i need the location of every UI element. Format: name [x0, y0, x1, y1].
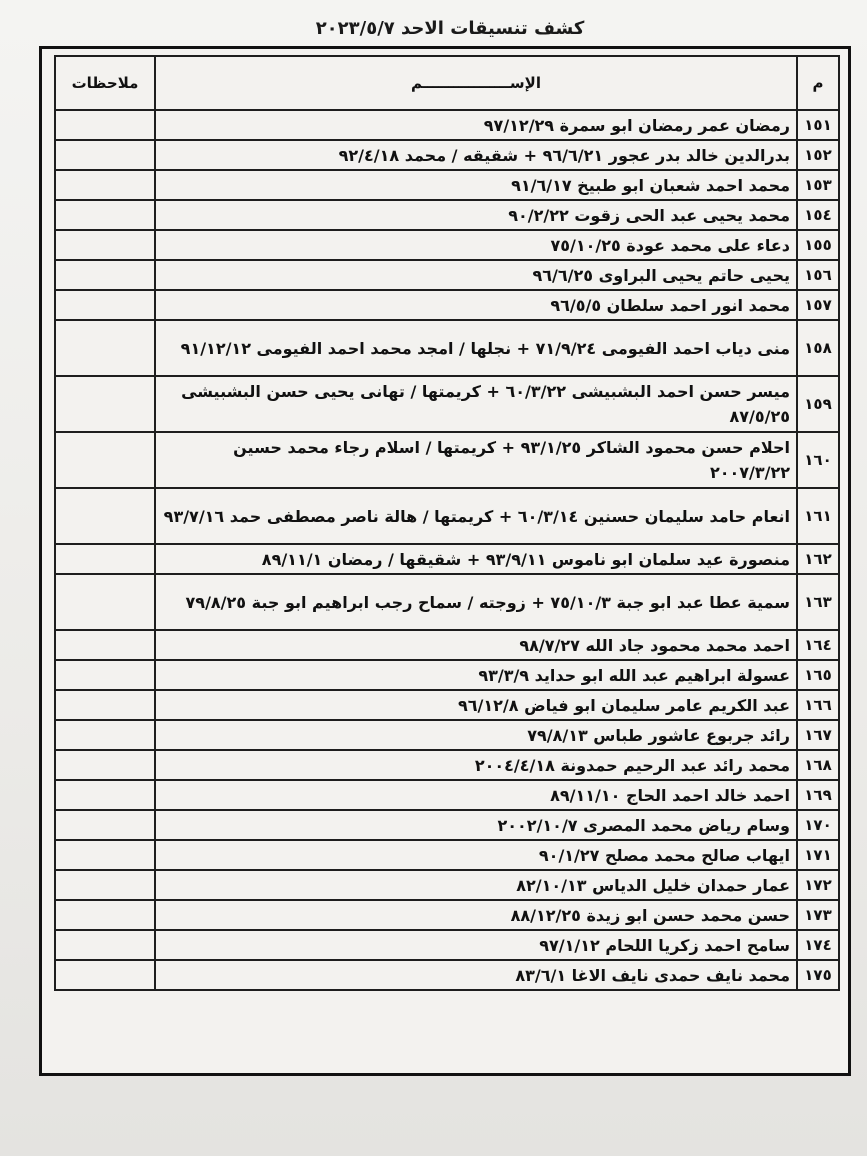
- row-note: [55, 660, 155, 690]
- header-number: م: [797, 56, 839, 110]
- row-note: [55, 930, 155, 960]
- row-note: [55, 200, 155, 230]
- row-note: [55, 840, 155, 870]
- table-row: [55, 488, 839, 544]
- row-number: ١٧٤: [797, 930, 839, 960]
- row-number: ١٦٤: [797, 630, 839, 660]
- row-note: [55, 690, 155, 720]
- header-notes: ملاحظات: [55, 56, 155, 110]
- row-note: [55, 260, 155, 290]
- row-name: انعام حامد سليمان حسنين ٦٠/٣/١٤ + كريمتها / هالة ناصر مصطفى حمد ٩٣/٧/١٦: [155, 488, 797, 544]
- row-number: ١٥٦: [797, 260, 839, 290]
- row-name: ايهاب صالح محمد مصلح ٩٠/١/٢٧: [155, 840, 797, 870]
- table-row: [55, 574, 839, 630]
- table-row: [55, 290, 839, 320]
- table-row: [55, 660, 839, 690]
- table-row: [55, 110, 839, 140]
- table-row: [55, 690, 839, 720]
- row-note: [55, 780, 155, 810]
- row-name: يحيى حاتم يحيى البراوى ٩٦/٦/٢٥: [155, 260, 797, 290]
- row-name: سمية عطا عبد ابو جبة ٧٥/١٠/٣ + زوجته / سماح رجب ابراهيم ابو جبة ٧٩/٨/٢٥: [155, 574, 797, 630]
- row-number: ١٥٩: [797, 376, 839, 432]
- row-number: ١٥٣: [797, 170, 839, 200]
- row-name: محمد احمد شعبان ابو طبيخ ٩١/٦/١٧: [155, 170, 797, 200]
- row-name: محمد نايف حمدى نايف الاغا ٨٣/٦/١: [155, 960, 797, 990]
- row-note: [55, 720, 155, 750]
- row-name: حسن محمد حسن ابو زيدة ٨٨/١٢/٢٥: [155, 900, 797, 930]
- row-name: احمد خالد احمد الحاج ٨٩/١١/١٠: [155, 780, 797, 810]
- row-number: ١٥٤: [797, 200, 839, 230]
- row-name: رائد جربوع عاشور طباس ٧٩/٨/١٣: [155, 720, 797, 750]
- table-row: [55, 840, 839, 870]
- table-row: [55, 432, 839, 488]
- table-row: [55, 870, 839, 900]
- row-number: ١٦٩: [797, 780, 839, 810]
- row-note: [55, 290, 155, 320]
- row-number: ١٦٧: [797, 720, 839, 750]
- row-number: ١٥١: [797, 110, 839, 140]
- row-note: [55, 960, 155, 990]
- row-number: ١٧٢: [797, 870, 839, 900]
- table-header-row: [55, 56, 839, 110]
- row-number: ١٥٧: [797, 290, 839, 320]
- table-row: [55, 200, 839, 230]
- row-name: عبد الكريم عامر سليمان ابو فياض ٩٦/١٢/٨: [155, 690, 797, 720]
- row-name: ميسر حسن احمد البشبيشى ٦٠/٣/٢٢ + كريمتها / تهانى يحيى حسن البشبيشى ٨٧/٥/٢٥: [155, 376, 797, 432]
- row-number: ١٧٣: [797, 900, 839, 930]
- row-name: رمضان عمر رمضان ابو سمرة ٩٧/١٢/٢٩: [155, 110, 797, 140]
- row-number: ١٧١: [797, 840, 839, 870]
- row-number: ١٥٢: [797, 140, 839, 170]
- row-number: ١٧٥: [797, 960, 839, 990]
- row-number: ١٦١: [797, 488, 839, 544]
- row-name: وسام رياض محمد المصرى ٢٠٠٢/١٠/٧: [155, 810, 797, 840]
- row-name: محمد يحيى عبد الحى زقوت ٩٠/٢/٢٢: [155, 200, 797, 230]
- row-number: ١٦٦: [797, 690, 839, 720]
- row-note: [55, 140, 155, 170]
- row-number: ١٥٨: [797, 320, 839, 376]
- row-name: سامح احمد زكريا اللحام ٩٧/١/١٢: [155, 930, 797, 960]
- names-table: [54, 55, 840, 991]
- table-row: [55, 140, 839, 170]
- row-number: ١٧٠: [797, 810, 839, 840]
- row-note: [55, 376, 155, 432]
- row-name: احلام حسن محمود الشاكر ٩٣/١/٢٥ + كريمتها / اسلام رجاء محمد حسين ٢٠٠٧/٣/٢٢: [155, 432, 797, 488]
- table-row: [55, 320, 839, 376]
- row-note: [55, 170, 155, 200]
- row-name: عسولة ابراهيم عبد الله ابو حدايد ٩٣/٣/٩: [155, 660, 797, 690]
- row-name: عمار حمدان خليل الدياس ٨٢/١٠/١٣: [155, 870, 797, 900]
- table-row: [55, 260, 839, 290]
- table-row: [55, 750, 839, 780]
- row-note: [55, 574, 155, 630]
- row-note: [55, 870, 155, 900]
- row-number: ١٦٠: [797, 432, 839, 488]
- row-note: [55, 488, 155, 544]
- row-name: احمد محمد محمود جاد الله ٩٨/٧/٢٧: [155, 630, 797, 660]
- row-name: منى دياب احمد الفيومى ٧١/٩/٢٤ + نجلها / امجد محمد احمد الفيومى ٩١/١٢/١٢: [155, 320, 797, 376]
- row-name: محمد انور احمد سلطان ٩٦/٥/٥: [155, 290, 797, 320]
- row-note: [55, 320, 155, 376]
- row-name: بدرالدين خالد بدر عجور ٩٦/٦/٢١ + شقيقه / محمد ٩٢/٤/١٨: [155, 140, 797, 170]
- table-row: [55, 720, 839, 750]
- table-row: [55, 630, 839, 660]
- row-name: محمد رائد عبد الرحيم حمدونة ٢٠٠٤/٤/١٨: [155, 750, 797, 780]
- row-name: منصورة عيد سلمان ابو ناموس ٩٣/٩/١١ + شقيقها / رمضان ٨٩/١١/١: [155, 544, 797, 574]
- row-note: [55, 230, 155, 260]
- row-note: [55, 432, 155, 488]
- table-row: [55, 544, 839, 574]
- row-number: ١٦٣: [797, 574, 839, 630]
- table-row: [55, 376, 839, 432]
- row-note: [55, 900, 155, 930]
- table-row: [55, 900, 839, 930]
- row-note: [55, 110, 155, 140]
- page-title: كشف تنسيقات الاحد ٢٠٢٣/٥/٧: [315, 18, 585, 39]
- table-row: [55, 930, 839, 960]
- row-name: دعاء على محمد عودة ٧٥/١٠/٢٥: [155, 230, 797, 260]
- header-name: الإســـــــــــــــــم: [155, 56, 797, 110]
- table-row: [55, 230, 839, 260]
- row-number: ١٦٢: [797, 544, 839, 574]
- row-note: [55, 630, 155, 660]
- table-frame: [39, 46, 851, 1076]
- table-row: [55, 170, 839, 200]
- row-note: [55, 750, 155, 780]
- table-row: [55, 810, 839, 840]
- row-note: [55, 810, 155, 840]
- row-number: ١٦٥: [797, 660, 839, 690]
- row-number: ١٦٨: [797, 750, 839, 780]
- row-note: [55, 544, 155, 574]
- row-number: ١٥٥: [797, 230, 839, 260]
- table-row: [55, 960, 839, 990]
- table-row: [55, 780, 839, 810]
